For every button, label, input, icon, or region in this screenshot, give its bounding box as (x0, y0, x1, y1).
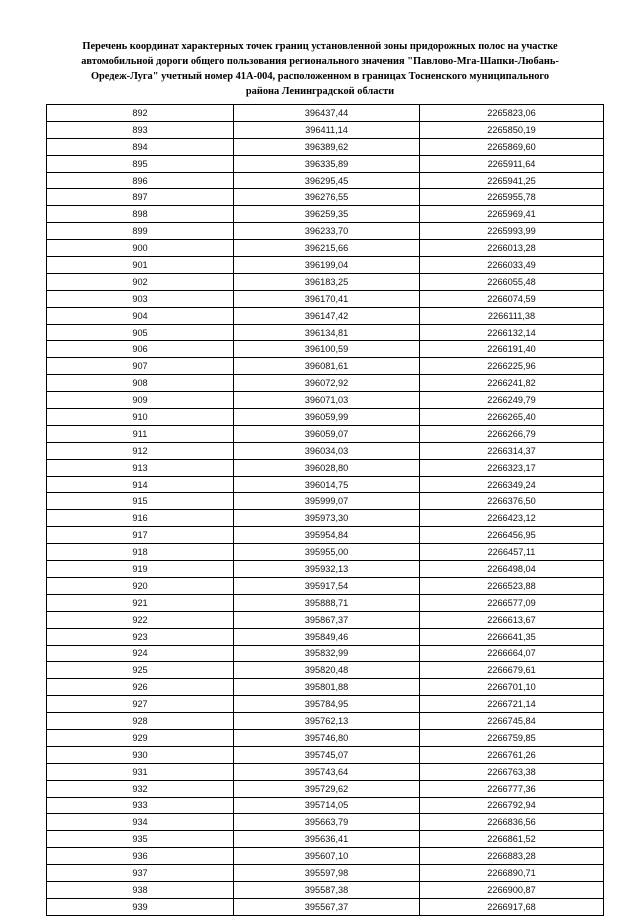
table-row (47, 425, 604, 442)
y-coordinate-cell: 2266577,09 (420, 594, 604, 611)
x-coordinate-cell: 396199,04 (234, 257, 420, 274)
table-row (47, 814, 604, 831)
table-row (47, 831, 604, 848)
y-coordinate-cell: 2266664,07 (420, 645, 604, 662)
table-row (47, 797, 604, 814)
y-coordinate-cell: 2266763,38 (420, 763, 604, 780)
y-coordinate-cell: 2266792,94 (420, 797, 604, 814)
coordinates-table (46, 104, 604, 916)
y-coordinate-cell: 2266745,84 (420, 713, 604, 730)
table-row (47, 544, 604, 561)
x-coordinate-cell: 395746,80 (234, 729, 420, 746)
x-coordinate-cell: 395867,37 (234, 611, 420, 628)
y-coordinate-cell: 2266423,12 (420, 510, 604, 527)
x-coordinate-cell: 396389,62 (234, 138, 420, 155)
table-row (47, 341, 604, 358)
y-coordinate-cell: 2266890,71 (420, 865, 604, 882)
point-number-cell: 893 (47, 121, 234, 138)
y-coordinate-cell: 2265869,60 (420, 138, 604, 155)
x-coordinate-cell: 395729,62 (234, 780, 420, 797)
point-number-cell: 923 (47, 628, 234, 645)
y-coordinate-cell: 2266314,37 (420, 442, 604, 459)
table-row (47, 763, 604, 780)
y-coordinate-cell: 2266376,50 (420, 493, 604, 510)
table-row (47, 696, 604, 713)
table-row (47, 240, 604, 257)
x-coordinate-cell: 396059,07 (234, 425, 420, 442)
point-number-cell: 905 (47, 324, 234, 341)
table-row (47, 138, 604, 155)
point-number-cell: 915 (47, 493, 234, 510)
x-coordinate-cell: 395820,48 (234, 662, 420, 679)
x-coordinate-cell: 396233,70 (234, 223, 420, 240)
table-row (47, 611, 604, 628)
document-title (40, 39, 600, 99)
x-coordinate-cell: 396295,45 (234, 172, 420, 189)
table-row (47, 358, 604, 375)
point-number-cell: 896 (47, 172, 234, 189)
y-coordinate-cell: 2266132,14 (420, 324, 604, 341)
y-coordinate-cell: 2266456,95 (420, 527, 604, 544)
point-number-cell: 916 (47, 510, 234, 527)
x-coordinate-cell: 396034,03 (234, 442, 420, 459)
point-number-cell: 925 (47, 662, 234, 679)
y-coordinate-cell: 2266249,79 (420, 392, 604, 409)
x-coordinate-cell: 395801,88 (234, 679, 420, 696)
table-row (47, 155, 604, 172)
point-number-cell: 927 (47, 696, 234, 713)
x-coordinate-cell: 395597,98 (234, 865, 420, 882)
point-number-cell: 899 (47, 223, 234, 240)
x-coordinate-cell: 396100,59 (234, 341, 420, 358)
point-number-cell: 938 (47, 881, 234, 898)
title-line: Перечень координат характерных точек границ установленной зоны придорожных полос на участке (82, 41, 558, 52)
point-number-cell: 900 (47, 240, 234, 257)
x-coordinate-cell: 396411,14 (234, 121, 420, 138)
y-coordinate-cell: 2266883,28 (420, 848, 604, 865)
table-row (47, 223, 604, 240)
table-row (47, 561, 604, 578)
x-coordinate-cell: 396028,80 (234, 459, 420, 476)
x-coordinate-cell: 395932,13 (234, 561, 420, 578)
point-number-cell: 892 (47, 105, 234, 122)
table-row (47, 189, 604, 206)
point-number-cell: 937 (47, 865, 234, 882)
y-coordinate-cell: 2266523,88 (420, 577, 604, 594)
table-row (47, 257, 604, 274)
table-row (47, 645, 604, 662)
x-coordinate-cell: 396071,03 (234, 392, 420, 409)
table-row (47, 527, 604, 544)
point-number-cell: 908 (47, 375, 234, 392)
x-coordinate-cell: 396183,25 (234, 273, 420, 290)
table-row (47, 713, 604, 730)
x-coordinate-cell: 395888,71 (234, 594, 420, 611)
y-coordinate-cell: 2266613,67 (420, 611, 604, 628)
point-number-cell: 924 (47, 645, 234, 662)
table-row (47, 510, 604, 527)
point-number-cell: 895 (47, 155, 234, 172)
point-number-cell: 920 (47, 577, 234, 594)
point-number-cell: 901 (47, 257, 234, 274)
point-number-cell: 934 (47, 814, 234, 831)
x-coordinate-cell: 395663,79 (234, 814, 420, 831)
table-row (47, 172, 604, 189)
y-coordinate-cell: 2266241,82 (420, 375, 604, 392)
table-row (47, 105, 604, 122)
point-number-cell: 907 (47, 358, 234, 375)
x-coordinate-cell: 396147,42 (234, 307, 420, 324)
y-coordinate-cell: 2265823,06 (420, 105, 604, 122)
y-coordinate-cell: 2266777,36 (420, 780, 604, 797)
point-number-cell: 897 (47, 189, 234, 206)
y-coordinate-cell: 2265911,64 (420, 155, 604, 172)
x-coordinate-cell: 395954,84 (234, 527, 420, 544)
point-number-cell: 904 (47, 307, 234, 324)
y-coordinate-cell: 2266349,24 (420, 476, 604, 493)
y-coordinate-cell: 2266457,11 (420, 544, 604, 561)
table-row (47, 848, 604, 865)
point-number-cell: 913 (47, 459, 234, 476)
table-row (47, 679, 604, 696)
table-row (47, 324, 604, 341)
x-coordinate-cell: 396081,61 (234, 358, 420, 375)
point-number-cell: 939 (47, 898, 234, 915)
table-row (47, 577, 604, 594)
y-coordinate-cell: 2266266,79 (420, 425, 604, 442)
table-row (47, 594, 604, 611)
point-number-cell: 894 (47, 138, 234, 155)
x-coordinate-cell: 396215,66 (234, 240, 420, 257)
point-number-cell: 906 (47, 341, 234, 358)
point-number-cell: 917 (47, 527, 234, 544)
table-row (47, 881, 604, 898)
x-coordinate-cell: 396072,92 (234, 375, 420, 392)
table-row (47, 898, 604, 915)
x-coordinate-cell: 396259,35 (234, 206, 420, 223)
table-row (47, 392, 604, 409)
y-coordinate-cell: 2266836,56 (420, 814, 604, 831)
table-row (47, 729, 604, 746)
point-number-cell: 898 (47, 206, 234, 223)
point-number-cell: 918 (47, 544, 234, 561)
y-coordinate-cell: 2266055,48 (420, 273, 604, 290)
table-row (47, 375, 604, 392)
point-number-cell: 903 (47, 290, 234, 307)
point-number-cell: 930 (47, 746, 234, 763)
table-row (47, 628, 604, 645)
table-row (47, 476, 604, 493)
title-line: района Ленинградской области (245, 86, 395, 97)
point-number-cell: 926 (47, 679, 234, 696)
y-coordinate-cell: 2265955,78 (420, 189, 604, 206)
point-number-cell: 929 (47, 729, 234, 746)
table-row (47, 662, 604, 679)
y-coordinate-cell: 2266498,04 (420, 561, 604, 578)
point-number-cell: 914 (47, 476, 234, 493)
y-coordinate-cell: 2266265,40 (420, 409, 604, 426)
y-coordinate-cell: 2265941,25 (420, 172, 604, 189)
y-coordinate-cell: 2266323,17 (420, 459, 604, 476)
x-coordinate-cell: 395567,37 (234, 898, 420, 915)
point-number-cell: 922 (47, 611, 234, 628)
point-number-cell: 912 (47, 442, 234, 459)
point-number-cell: 933 (47, 797, 234, 814)
x-coordinate-cell: 395714,05 (234, 797, 420, 814)
x-coordinate-cell: 396170,41 (234, 290, 420, 307)
x-coordinate-cell: 395849,46 (234, 628, 420, 645)
x-coordinate-cell: 395607,10 (234, 848, 420, 865)
y-coordinate-cell: 2266679,61 (420, 662, 604, 679)
point-number-cell: 936 (47, 848, 234, 865)
x-coordinate-cell: 395743,64 (234, 763, 420, 780)
x-coordinate-cell: 395762,13 (234, 713, 420, 730)
x-coordinate-cell: 395832,99 (234, 645, 420, 662)
point-number-cell: 935 (47, 831, 234, 848)
title-line: Оредеж-Луга" учетный номер 41А-004, расположенном в границах Тосненского муниципального (90, 71, 550, 82)
point-number-cell: 921 (47, 594, 234, 611)
point-number-cell: 909 (47, 392, 234, 409)
y-coordinate-cell: 2266900,87 (420, 881, 604, 898)
x-coordinate-cell: 395999,07 (234, 493, 420, 510)
table-row (47, 206, 604, 223)
point-number-cell: 928 (47, 713, 234, 730)
x-coordinate-cell: 395973,30 (234, 510, 420, 527)
x-coordinate-cell: 395955,00 (234, 544, 420, 561)
y-coordinate-cell: 2266917,68 (420, 898, 604, 915)
x-coordinate-cell: 395636,41 (234, 831, 420, 848)
point-number-cell: 931 (47, 763, 234, 780)
x-coordinate-cell: 396134,81 (234, 324, 420, 341)
x-coordinate-cell: 396014,75 (234, 476, 420, 493)
y-coordinate-cell: 2266225,96 (420, 358, 604, 375)
table-row (47, 273, 604, 290)
y-coordinate-cell: 2266033,49 (420, 257, 604, 274)
y-coordinate-cell: 2266701,10 (420, 679, 604, 696)
x-coordinate-cell: 396437,44 (234, 105, 420, 122)
y-coordinate-cell: 2265993,99 (420, 223, 604, 240)
title-line: автомобильной дороги общего пользования регионального значения "Павлово-Мга-Шапки-Любань- (81, 56, 559, 67)
point-number-cell: 911 (47, 425, 234, 442)
table-row (47, 409, 604, 426)
point-number-cell: 932 (47, 780, 234, 797)
y-coordinate-cell: 2266074,59 (420, 290, 604, 307)
table-row (47, 746, 604, 763)
y-coordinate-cell: 2265969,41 (420, 206, 604, 223)
x-coordinate-cell: 396059,99 (234, 409, 420, 426)
table-row (47, 307, 604, 324)
x-coordinate-cell: 395587,38 (234, 881, 420, 898)
x-coordinate-cell: 396335,89 (234, 155, 420, 172)
x-coordinate-cell: 395784,95 (234, 696, 420, 713)
coordinates-table-body (47, 105, 604, 916)
x-coordinate-cell: 395745,07 (234, 746, 420, 763)
table-row (47, 290, 604, 307)
table-row (47, 493, 604, 510)
y-coordinate-cell: 2266721,14 (420, 696, 604, 713)
table-row (47, 459, 604, 476)
x-coordinate-cell: 396276,55 (234, 189, 420, 206)
y-coordinate-cell: 2266191,40 (420, 341, 604, 358)
y-coordinate-cell: 2266641,35 (420, 628, 604, 645)
y-coordinate-cell: 2266761,26 (420, 746, 604, 763)
point-number-cell: 919 (47, 561, 234, 578)
table-row (47, 865, 604, 882)
point-number-cell: 910 (47, 409, 234, 426)
y-coordinate-cell: 2266111,38 (420, 307, 604, 324)
y-coordinate-cell: 2266013,28 (420, 240, 604, 257)
y-coordinate-cell: 2266861,52 (420, 831, 604, 848)
x-coordinate-cell: 395917,54 (234, 577, 420, 594)
table-row (47, 121, 604, 138)
y-coordinate-cell: 2265850,19 (420, 121, 604, 138)
table-row (47, 442, 604, 459)
point-number-cell: 902 (47, 273, 234, 290)
table-row (47, 780, 604, 797)
y-coordinate-cell: 2266759,85 (420, 729, 604, 746)
